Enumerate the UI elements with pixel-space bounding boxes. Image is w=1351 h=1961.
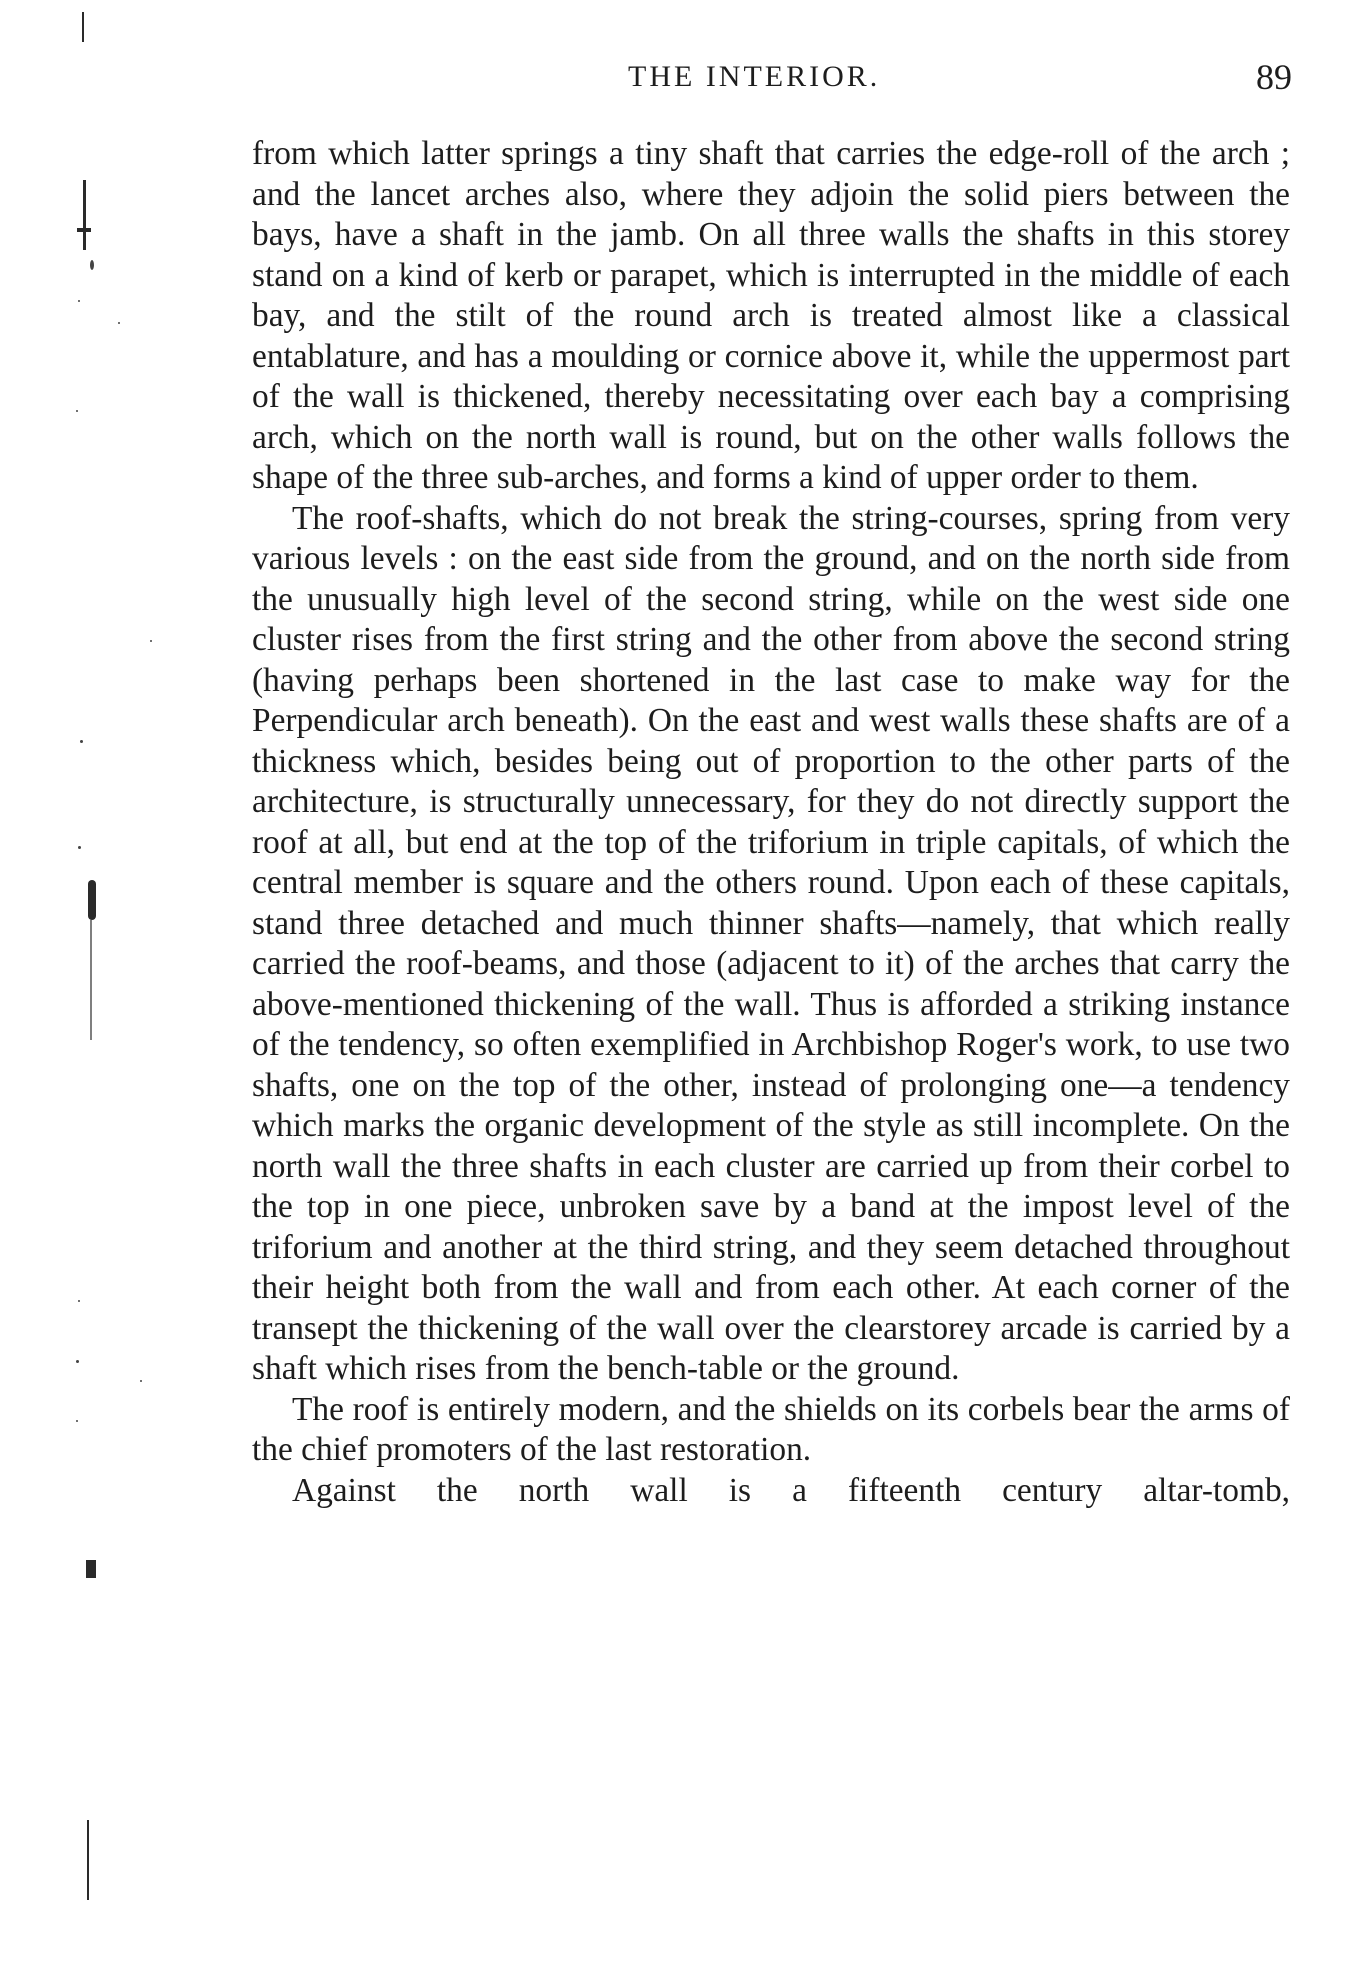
- scan-speck: [78, 846, 81, 849]
- paragraph-4: Against the north wall is a fifteenth century altar-tomb,: [292, 1471, 1290, 1509]
- scan-speck: [140, 1380, 142, 1382]
- scan-mark: [87, 1820, 89, 1900]
- scan-speck: [150, 640, 152, 642]
- scan-mark: [90, 920, 92, 1040]
- scan-speck: [118, 322, 120, 324]
- scan-gutter-artifacts: [50, 0, 160, 1961]
- scan-speck: [90, 260, 94, 270]
- scan-mark: [86, 1560, 96, 1578]
- scan-speck: [76, 410, 78, 412]
- scan-speck: [76, 1420, 78, 1422]
- running-head: [0, 56, 1351, 96]
- scan-speck: [78, 1300, 80, 1302]
- scan-speck: [80, 740, 83, 743]
- running-head-title: THE INTERIOR.: [628, 60, 881, 93]
- scan-mark: [83, 180, 86, 250]
- scan-mark: [77, 228, 91, 232]
- scan-mark: [88, 880, 96, 920]
- paragraph-1: from which latter springs a tiny shaft that carries the edge-roll of the arch ; and the lancet arches also, where they adjoin the solid piers between the bays, have a shaft in the jamb. On all three walls the shafts in this storey stand on a kind of kerb or parapet, which is interrupted in the middle of each bay, and the stilt of the round arch is treated almost like a classical entablature, and has a moulding or cornice above it, while the uppermost part of the wall is thickened, thereby necessitating over each bay a comprising arch, which on the north wall is round, but on the other walls follows the shape of the three sub-arches, and forms a kind of upper order to them.: [252, 135, 1290, 496]
- page-number: 89: [1256, 57, 1292, 97]
- scan-speck: [78, 300, 80, 302]
- paragraph-3: The roof is entirely modern, and the shields on its corbels bear the arms of the chief promoters of the last restoration.: [252, 1390, 1290, 1468]
- scan-mark: [82, 12, 84, 42]
- paragraph-2: The roof-shafts, which do not break the string-courses, spring from very various levels : on the east side from the ground, and on the north side from the unusually high level of the second string, while on the west side one cluster rises from the first string and the other from above the second string (having perhaps been shortened in the last case to make way for the Perpendicular arch beneath). On the east and west walls these shafts are of a thickness which, besides being out of proportion to the other parts of the architecture, is structurally unnecessary, for they do not directly support the roof at all, but end at the top of the triforium in triple capitals, of which the central member is square and the others round. Upon each of these capitals, stand three detached and much thinner shafts—namely, that which really carried the roof-beams, and those (adjacent to it) of the arches that carry the above-mentioned thickening of the wall. Thus is afforded a striking instance of the tendency, so often exemplified in Archbishop Roger's work, to use two shafts, one on the top of the other, instead of prolonging one—a tendency which marks the organic development of the style as still incomplete. On the north wall the three shafts in each cluster are carried up from their corbel to the top in one piece, unbroken save by a band at the impost level of the triforium and another at the third string, and they seem detached throughout their height both from the wall and from each other. At each corner of the transept the thickening of the wall over the clearstorey arcade is carried by a shaft which rises from the bench-table or the ground.: [252, 499, 1290, 1387]
- scan-speck: [76, 1360, 79, 1363]
- text-body: [252, 134, 1290, 1511]
